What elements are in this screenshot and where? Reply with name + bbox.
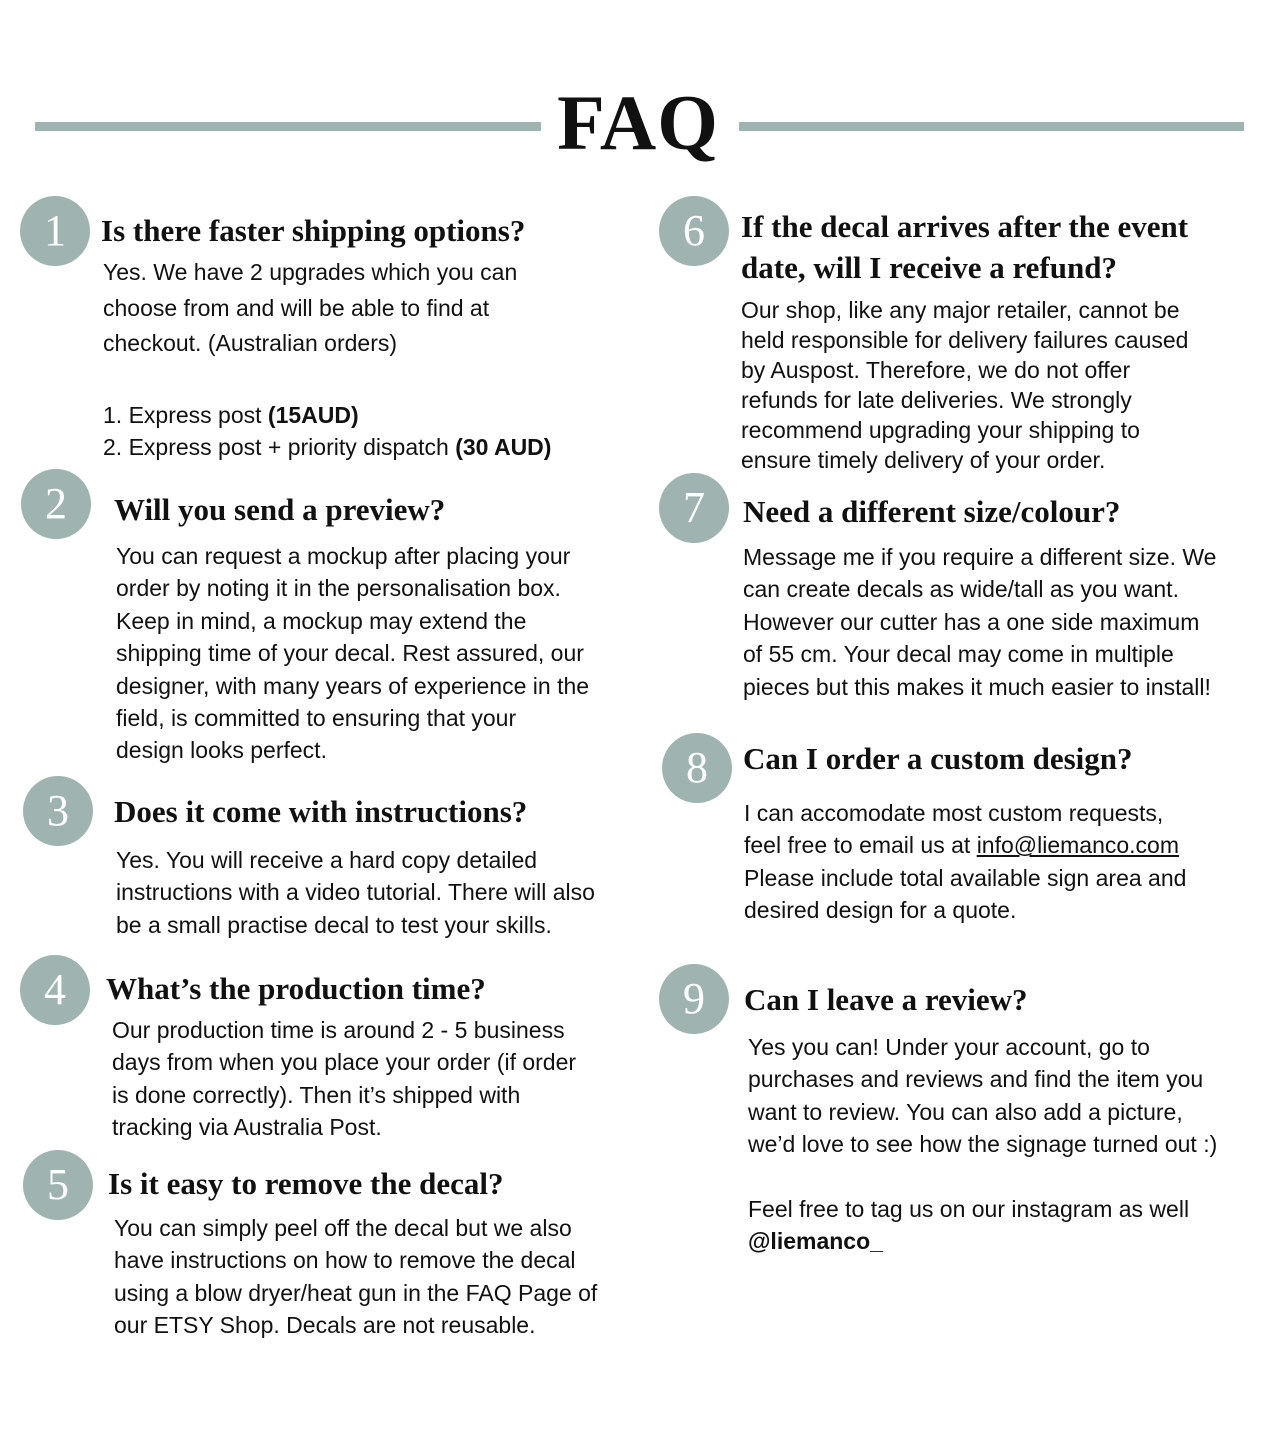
answer-line: Keep in mind, a mockup may extend the xyxy=(116,607,527,634)
number-badge-9: 9 xyxy=(659,964,729,1034)
answer-line: instructions with a video tutorial. There will also xyxy=(116,879,595,906)
answer-line: our ETSY Shop. Decals are not reusable. xyxy=(114,1312,536,1339)
number-badge-8: 8 xyxy=(662,733,732,803)
answer-3 xyxy=(116,844,595,941)
number-badge-4: 4 xyxy=(20,955,90,1025)
answer-line: Yes. We have 2 upgrades which you can xyxy=(103,259,518,285)
question-line: date, will I receive a refund? xyxy=(741,250,1117,285)
answer-line: You can request a mockup after placing your xyxy=(116,543,571,569)
answer-line: by Auspost. Therefore, we do not offer xyxy=(741,357,1131,383)
answer-line: Our shop, like any major retailer, cannot be xyxy=(741,297,1180,323)
number-badge-6: 6 xyxy=(659,196,729,266)
option-price: (15AUD) xyxy=(267,402,359,428)
answer-line: ensure timely delivery of your order. xyxy=(741,447,1106,473)
shipping-option-1 xyxy=(103,399,551,431)
answer-line: have instructions on how to remove the decal xyxy=(114,1247,576,1274)
answer-line: design looks perfect. xyxy=(116,737,327,764)
answer-line: Yes. You will receive a hard copy detailed xyxy=(116,847,538,873)
answer-line: Our production time is around 2 - 5 business xyxy=(112,1017,565,1043)
answer-line: can create decals as wide/tall as you want. xyxy=(743,576,1179,603)
answer-line: desired design for a quote. xyxy=(744,897,1017,924)
answer-line xyxy=(744,829,1186,861)
answer-line: choose from and will be able to find at xyxy=(103,294,490,321)
number-badge-1: 1 xyxy=(20,196,90,266)
question-8: Can I order a custom design? xyxy=(743,741,1133,776)
answer-1 xyxy=(103,255,517,362)
answer-line: using a blow dryer/heat gun in the FAQ Page of xyxy=(114,1279,598,1306)
spacer xyxy=(748,1161,1217,1193)
answer-line: refunds for late deliveries. We strongly xyxy=(741,387,1132,413)
question-6 xyxy=(741,206,1188,288)
number-badge-2: 2 xyxy=(21,469,91,539)
answer-line: tracking via Australia Post. xyxy=(112,1114,382,1141)
answer-line: want to review. You can also add a picture, xyxy=(748,1098,1183,1125)
answer-8 xyxy=(744,797,1186,927)
number-badge-3: 3 xyxy=(23,776,93,846)
answer-line: recommend upgrading your shipping to xyxy=(741,417,1140,443)
option-label: 2. Express post + priority dispatch xyxy=(103,434,456,461)
answer-6 xyxy=(741,295,1188,475)
answer-line: field, is committed to ensuring that your xyxy=(116,705,517,732)
question-9: Can I leave a review? xyxy=(744,982,1028,1017)
answer-line: order by noting it in the personalisation box. xyxy=(116,575,561,602)
email-link[interactable]: info@liemanco.com xyxy=(976,832,1180,859)
answer-line: of 55 cm. Your decal may come in multiple xyxy=(743,641,1174,668)
answer-line: purchases and reviews and find the item you xyxy=(748,1066,1204,1093)
answer-line: days from when you place your order (if order xyxy=(112,1049,577,1076)
answer-line: You can simply peel off the decal but we also xyxy=(114,1215,572,1241)
question-7: Need a different size/colour? xyxy=(743,494,1121,529)
question-5: Is it easy to remove the decal? xyxy=(108,1166,504,1201)
question-1: Is there faster shipping options? xyxy=(101,213,526,248)
answer-7 xyxy=(743,541,1216,703)
answer-4 xyxy=(112,1014,576,1144)
answer-line: pieces but this makes it much easier to install! xyxy=(743,673,1211,700)
question-3: Does it come with instructions? xyxy=(114,794,528,829)
number-badge-5: 5 xyxy=(23,1150,93,1220)
answer-line: Message me if you require a different size. We xyxy=(743,544,1217,570)
option-label: 1. Express post xyxy=(103,402,268,428)
answer-5 xyxy=(114,1212,597,1342)
answer-line: designer, with many years of experience in the xyxy=(116,672,590,699)
answer-2 xyxy=(116,540,589,767)
handle-text: @liemanco_ xyxy=(748,1228,883,1255)
answer-line: However our cutter has a one side maximum xyxy=(743,608,1200,635)
answer-9 xyxy=(748,1031,1217,1257)
question-2: Will you send a preview? xyxy=(114,492,446,527)
shipping-option-2 xyxy=(103,431,551,463)
option-price: (30 AUD) xyxy=(455,434,552,461)
answer-line: checkout. (Australian orders) xyxy=(103,330,398,356)
answer-line: we’d love to see how the signage turned out :) xyxy=(748,1131,1218,1158)
instagram-handle[interactable] xyxy=(748,1225,1217,1257)
answer-line: Please include total available sign area and xyxy=(744,864,1187,891)
number-badge-7: 7 xyxy=(659,473,729,543)
answer-line: be a small practise decal to test your skills. xyxy=(116,911,552,938)
answer-line: is done correctly). Then it’s shipped with xyxy=(112,1081,521,1108)
answer-line: shipping time of your decal. Rest assured, our xyxy=(116,640,584,667)
answer-line: Yes you can! Under your account, go to xyxy=(748,1034,1150,1060)
answer-line: held responsible for delivery failures caused xyxy=(741,327,1189,353)
instagram-text: Feel free to tag us on our instagram as well xyxy=(748,1195,1190,1222)
answer-line: I can accomodate most custom requests, xyxy=(744,800,1164,826)
shipping-options xyxy=(103,399,551,464)
question-4: What’s the production time? xyxy=(106,971,486,1006)
question-line: If the decal arrives after the event xyxy=(741,209,1189,244)
answer-text: feel free to email us at xyxy=(744,832,977,859)
page-title: FAQ xyxy=(557,79,719,166)
